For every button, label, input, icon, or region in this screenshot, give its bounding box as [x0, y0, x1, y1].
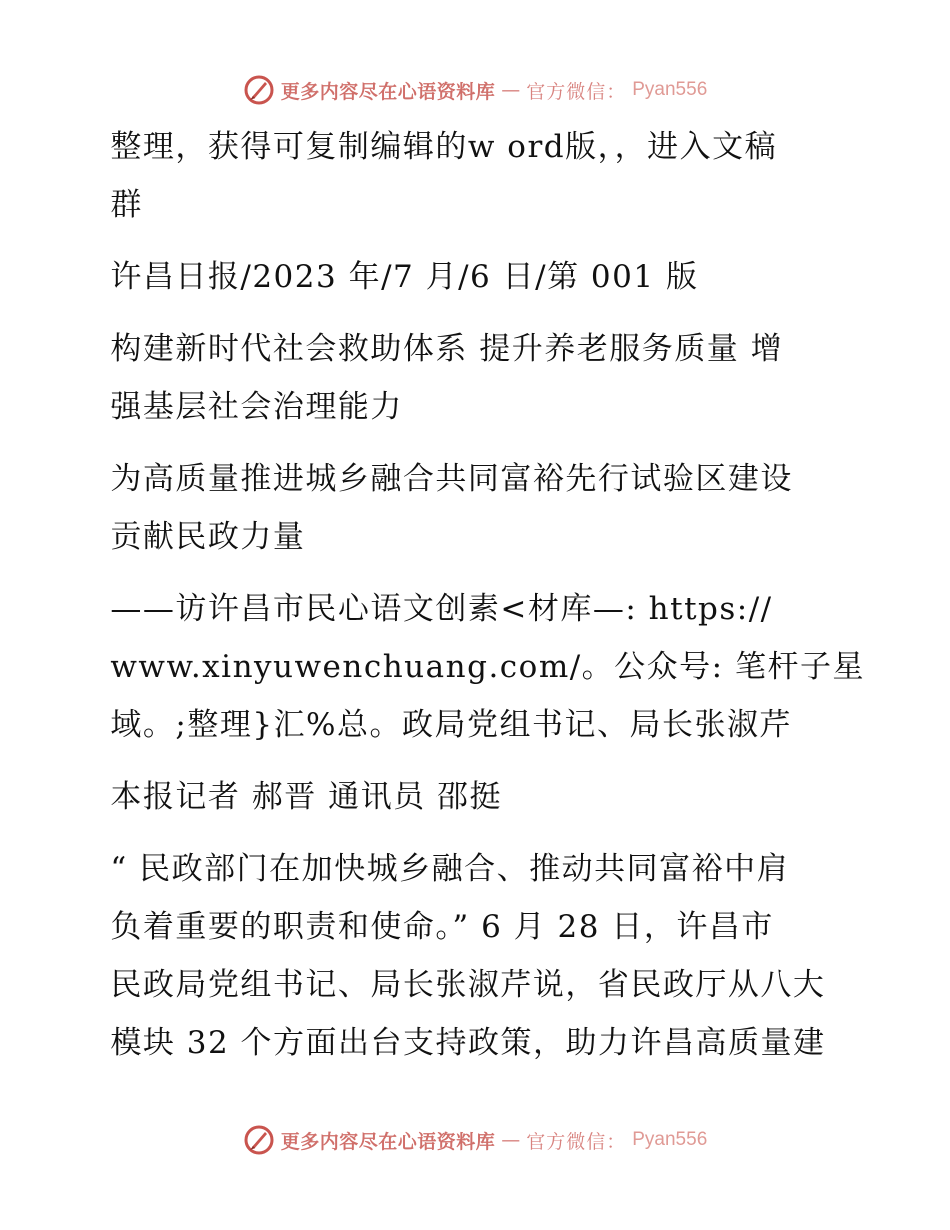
text-line: www.xinyuwenchuang.com/。公众号: 笔杆子星 [110, 649, 865, 685]
text-line: ——访许昌市民心语文创素<材库—: https:// [110, 591, 773, 627]
text-line: 群 [110, 187, 143, 223]
watermark-main-text: 更多内容尽在心语资料库 [280, 1130, 496, 1153]
text-line: 模块 32 个方面出台支持政策，助力许昌高质量建 [110, 1025, 826, 1061]
text-line: 负着重要的职责和使命。” 6 月 28 日，许昌市 [110, 909, 774, 945]
watermark-id: Pyan556 [632, 79, 708, 100]
text-line: 整理，获得可复制编辑的w ord版，，进入文稿 [110, 129, 778, 165]
paragraph-interview [98, 580, 865, 754]
quill-pen-icon [243, 74, 275, 106]
paragraph-source [98, 248, 858, 306]
paragraph-intro [98, 118, 858, 234]
text-line: 强基层社会治理能力 [110, 389, 403, 425]
text-line: 构建新时代社会救助体系 提升养老服务质量 增 [110, 331, 784, 367]
text-line: 域。;整理}汇%总。政局党组书记、局长张淑芹 [110, 707, 793, 743]
paragraph-headline [98, 320, 858, 436]
watermark-header [0, 70, 950, 110]
paragraph-subheadline [98, 450, 858, 566]
watermark-id: Pyan556 [632, 1129, 708, 1150]
watermark-tag: 官方微信： [526, 80, 627, 103]
document-body [98, 118, 865, 1086]
watermark-tag: 官方微信： [526, 1130, 627, 1153]
watermark-dash: — [501, 79, 521, 101]
text-line: 许昌日报/2023 年/7 月/6 日/第 001 版 [110, 259, 699, 295]
quill-pen-icon [243, 1124, 275, 1156]
paragraph-byline [98, 768, 858, 826]
watermark-main-text: 更多内容尽在心语资料库 [280, 80, 496, 103]
text-line: “ 民政部门在加快城乡融合、推动共同富裕中肩 [110, 851, 790, 887]
paragraph-body [98, 840, 858, 1072]
text-line: 为高质量推进城乡融合共同富裕先行试验区建设 [110, 461, 793, 497]
watermark-dash: — [501, 1129, 521, 1151]
text-line: 贡献民政力量 [110, 519, 306, 555]
text-line: 本报记者 郝晋 通讯员 邵挺 [110, 779, 502, 815]
text-line: 民政局党组书记、局长张淑芹说，省民政厅从八大 [110, 967, 826, 1003]
watermark-footer [0, 1120, 950, 1160]
